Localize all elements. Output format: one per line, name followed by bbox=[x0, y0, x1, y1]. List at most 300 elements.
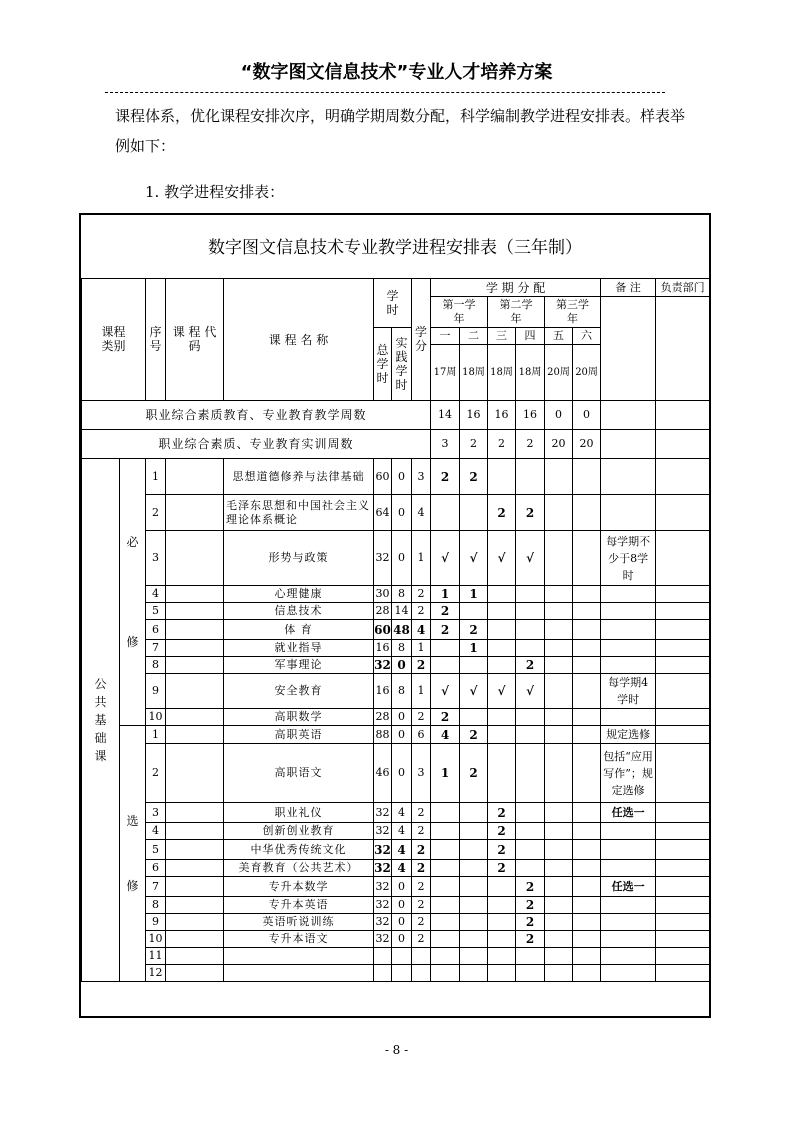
course-row bbox=[82, 603, 710, 620]
course-no: 5 bbox=[146, 840, 166, 860]
course-remark bbox=[601, 840, 656, 860]
course-practice-hours: 0 bbox=[392, 914, 412, 931]
required-label-char: 修 bbox=[126, 635, 139, 649]
course-practice-hours bbox=[392, 948, 412, 965]
year-3: 第三学年 bbox=[545, 297, 601, 328]
course-row bbox=[82, 803, 710, 823]
course-code bbox=[166, 640, 224, 657]
course-code bbox=[166, 965, 224, 982]
course-dept bbox=[656, 948, 710, 965]
course-code bbox=[166, 586, 224, 603]
course-total-hours: 32 bbox=[374, 803, 392, 823]
course-name bbox=[224, 965, 374, 982]
summary-remark bbox=[601, 430, 656, 459]
course-total-hours: 32 bbox=[374, 861, 391, 875]
course-dept bbox=[656, 931, 710, 948]
course-remark bbox=[601, 860, 656, 877]
course-term-hours bbox=[460, 860, 488, 877]
course-code bbox=[166, 459, 224, 495]
course-credit: 2 bbox=[412, 840, 431, 860]
course-name: 高职英语 bbox=[224, 726, 374, 744]
course-remark bbox=[601, 914, 656, 931]
course-term-hours: √ bbox=[488, 531, 516, 586]
required-label-char: 必 bbox=[126, 535, 139, 549]
course-total-hours: 16 bbox=[374, 674, 392, 709]
course-term-hours bbox=[545, 640, 573, 657]
year-2: 第二学年 bbox=[488, 297, 545, 328]
course-term-hours: 2 bbox=[516, 931, 545, 948]
course-dept bbox=[656, 744, 710, 803]
course-term-hours bbox=[545, 823, 573, 840]
group-label bbox=[82, 459, 120, 982]
course-term-hours bbox=[431, 823, 460, 840]
course-term-hours bbox=[460, 823, 488, 840]
week-2: 18周 bbox=[460, 345, 488, 401]
course-no: 3 bbox=[146, 803, 166, 823]
course-dept bbox=[656, 657, 710, 674]
course-term-hours bbox=[545, 531, 573, 586]
course-term-hours bbox=[516, 459, 545, 495]
summary-value: 2 bbox=[488, 430, 516, 459]
course-term-hours bbox=[573, 897, 601, 914]
course-name: 专升本英语 bbox=[224, 897, 374, 914]
course-remark bbox=[601, 620, 656, 640]
week-4: 18周 bbox=[516, 345, 545, 401]
table-title: 数字图文信息技术专业教学进程安排表（三年制） bbox=[208, 238, 582, 258]
course-no: 6 bbox=[146, 620, 166, 640]
course-term-hours bbox=[516, 803, 545, 823]
course-code bbox=[166, 744, 224, 803]
course-no: 6 bbox=[146, 860, 166, 877]
course-name: 中华优秀传统文化 bbox=[224, 840, 374, 860]
course-credit: 2 bbox=[412, 657, 431, 674]
course-row bbox=[82, 931, 710, 948]
course-total-hours: 32 bbox=[374, 877, 392, 897]
course-term-hours bbox=[545, 726, 573, 744]
course-term-hours bbox=[573, 603, 601, 620]
course-term-hours bbox=[460, 495, 488, 531]
course-term-hours bbox=[545, 860, 573, 877]
course-term-hours bbox=[516, 948, 545, 965]
course-dept bbox=[656, 674, 710, 709]
course-remark bbox=[601, 586, 656, 603]
course-term-hours: √ bbox=[431, 531, 460, 586]
course-term-hours bbox=[488, 620, 516, 640]
course-term-hours bbox=[545, 744, 573, 803]
course-dept bbox=[656, 459, 710, 495]
col-head-total-hours: 总学时 bbox=[374, 328, 392, 401]
course-remark bbox=[601, 823, 656, 840]
course-code bbox=[166, 948, 224, 965]
course-credit: 1 bbox=[412, 674, 431, 709]
course-practice-hours: 48 bbox=[392, 620, 412, 640]
course-dept bbox=[656, 840, 710, 860]
course-code bbox=[166, 840, 224, 860]
course-term-hours bbox=[545, 495, 573, 531]
course-term-hours bbox=[460, 965, 488, 982]
course-name: 信息技术 bbox=[224, 603, 374, 620]
course-term-hours: 2 bbox=[460, 744, 488, 803]
course-term-hours: 2 bbox=[460, 726, 488, 744]
course-term-hours: 2 bbox=[516, 495, 545, 531]
course-row bbox=[82, 495, 710, 531]
course-term-hours bbox=[431, 965, 460, 982]
course-total-hours: 28 bbox=[374, 603, 392, 620]
course-code bbox=[166, 531, 224, 586]
course-no: 12 bbox=[146, 965, 166, 982]
course-term-hours: 2 bbox=[460, 620, 488, 640]
course-term-hours bbox=[488, 744, 516, 803]
course-dept bbox=[656, 640, 710, 657]
course-term-hours bbox=[460, 877, 488, 897]
course-term-hours bbox=[460, 657, 488, 674]
course-credit: 3 bbox=[412, 744, 431, 803]
course-credit: 4 bbox=[412, 620, 431, 640]
week-6: 20周 bbox=[573, 345, 601, 401]
course-total-hours: 30 bbox=[374, 586, 392, 603]
course-total-hours: 32 bbox=[374, 840, 392, 860]
course-term-hours bbox=[431, 914, 460, 931]
summary-row bbox=[82, 430, 710, 459]
summary-dept bbox=[656, 430, 710, 459]
document-header-title: “数字图文信息技术”专业人才培养方案 bbox=[240, 62, 553, 83]
course-practice-hours: 4 bbox=[392, 823, 412, 840]
course-no: 7 bbox=[146, 640, 166, 657]
course-no: 9 bbox=[146, 914, 166, 931]
course-term-hours: 2 bbox=[516, 914, 545, 931]
course-term-hours bbox=[516, 620, 545, 640]
course-term-hours bbox=[488, 709, 516, 726]
course-remark: 任选一 bbox=[601, 803, 656, 823]
course-term-hours: 2 bbox=[431, 459, 460, 495]
elective-label bbox=[120, 726, 146, 982]
course-dept bbox=[656, 860, 710, 877]
course-term-hours bbox=[545, 931, 573, 948]
course-no: 5 bbox=[146, 603, 166, 620]
course-credit: 4 bbox=[412, 495, 431, 531]
course-credit: 1 bbox=[412, 640, 431, 657]
course-term-hours bbox=[516, 965, 545, 982]
course-practice-hours: 8 bbox=[392, 586, 412, 603]
course-row bbox=[82, 586, 710, 603]
course-practice-hours: 4 bbox=[392, 803, 412, 823]
course-term-hours bbox=[431, 840, 460, 860]
course-remark bbox=[601, 603, 656, 620]
summary-value: 14 bbox=[431, 401, 460, 430]
course-name: 职业礼仪 bbox=[224, 803, 374, 823]
course-dept bbox=[656, 803, 710, 823]
course-code bbox=[166, 803, 224, 823]
course-credit: 2 bbox=[412, 823, 431, 840]
course-term-hours bbox=[545, 897, 573, 914]
course-term-hours bbox=[545, 603, 573, 620]
course-term-hours bbox=[545, 877, 573, 897]
course-term-hours: √ bbox=[460, 531, 488, 586]
course-remark bbox=[601, 931, 656, 948]
col-head-type: 课程类别 bbox=[82, 279, 146, 401]
col-head-remark: 备 注 bbox=[601, 279, 656, 297]
page-number: - 8 - bbox=[384, 1043, 409, 1057]
course-term-hours: √ bbox=[488, 674, 516, 709]
course-term-hours: 2 bbox=[516, 877, 545, 897]
course-practice-hours: 0 bbox=[392, 726, 412, 744]
course-term-hours bbox=[573, 860, 601, 877]
course-credit bbox=[412, 948, 431, 965]
term-4: 四 bbox=[516, 328, 545, 345]
course-name: 创新创业教育 bbox=[224, 823, 374, 840]
course-row bbox=[82, 531, 710, 586]
course-code bbox=[166, 914, 224, 931]
required-label bbox=[120, 459, 146, 726]
course-remark bbox=[601, 965, 656, 982]
course-name: 军事理论 bbox=[224, 657, 374, 674]
col-head-semester-dist: 学 期 分 配 bbox=[431, 279, 601, 297]
course-credit: 2 bbox=[412, 897, 431, 914]
course-practice-hours: 0 bbox=[392, 877, 412, 897]
course-credit: 2 bbox=[412, 803, 431, 823]
course-term-hours: 1 bbox=[431, 744, 460, 803]
course-term-hours bbox=[488, 726, 516, 744]
course-no: 11 bbox=[146, 948, 166, 965]
course-remark bbox=[601, 709, 656, 726]
summary-value: 16 bbox=[460, 401, 488, 430]
course-dept bbox=[656, 897, 710, 914]
course-term-hours bbox=[573, 586, 601, 603]
summary-label: 职业综合素质教育、专业教育教学周数 bbox=[82, 401, 431, 430]
course-code bbox=[166, 603, 224, 620]
course-credit: 6 bbox=[412, 726, 431, 744]
course-term-hours bbox=[488, 586, 516, 603]
course-total-hours: 64 bbox=[374, 495, 392, 531]
course-term-hours bbox=[545, 586, 573, 603]
course-credit: 3 bbox=[412, 459, 431, 495]
course-term-hours: √ bbox=[516, 674, 545, 709]
course-term-hours bbox=[460, 603, 488, 620]
year-1: 第一学年 bbox=[431, 297, 488, 328]
course-term-hours bbox=[545, 620, 573, 640]
course-no: 4 bbox=[146, 586, 166, 603]
course-name: 美育教育（公共艺术） bbox=[224, 860, 374, 877]
course-term-hours bbox=[573, 965, 601, 982]
course-practice-hours: 0 bbox=[392, 931, 412, 948]
course-row bbox=[82, 640, 710, 657]
course-practice-hours: 0 bbox=[392, 657, 412, 674]
course-practice-hours: 0 bbox=[392, 897, 412, 914]
course-dept bbox=[656, 603, 710, 620]
course-term-hours bbox=[573, 914, 601, 931]
course-term-hours bbox=[545, 709, 573, 726]
course-name: 毛泽东思想和中国社会主义理论体系概论 bbox=[224, 495, 374, 531]
summary-value: 0 bbox=[545, 401, 573, 430]
week-1: 17周 bbox=[431, 345, 460, 401]
elective-label-char: 修 bbox=[126, 879, 139, 893]
course-term-hours bbox=[573, 726, 601, 744]
course-remark bbox=[601, 657, 656, 674]
course-no: 1 bbox=[146, 459, 166, 495]
course-code bbox=[166, 620, 224, 640]
week-3: 18周 bbox=[488, 345, 516, 401]
course-code bbox=[166, 709, 224, 726]
course-code bbox=[166, 897, 224, 914]
course-term-hours bbox=[573, 709, 601, 726]
course-term-hours bbox=[431, 897, 460, 914]
course-term-hours bbox=[545, 657, 573, 674]
course-term-hours bbox=[516, 823, 545, 840]
course-remark: 任选一 bbox=[601, 877, 656, 897]
course-term-hours bbox=[488, 459, 516, 495]
course-term-hours bbox=[431, 931, 460, 948]
course-code bbox=[166, 931, 224, 948]
course-term-hours bbox=[460, 840, 488, 860]
summary-value: 16 bbox=[516, 401, 545, 430]
course-total-hours: 28 bbox=[374, 709, 392, 726]
course-term-hours bbox=[573, 840, 601, 860]
course-no: 1 bbox=[146, 726, 166, 744]
col-head-name: 课 程 名 称 bbox=[224, 279, 374, 401]
course-total-hours: 88 bbox=[374, 726, 392, 744]
course-remark bbox=[601, 495, 656, 531]
course-no: 10 bbox=[146, 931, 166, 948]
course-practice-hours: 8 bbox=[392, 640, 412, 657]
course-row bbox=[82, 840, 710, 860]
course-term-hours bbox=[460, 803, 488, 823]
remark-head-blank bbox=[601, 297, 656, 401]
course-term-hours: 2 bbox=[488, 860, 516, 877]
course-name bbox=[224, 948, 374, 965]
course-term-hours bbox=[516, 640, 545, 657]
course-row bbox=[82, 877, 710, 897]
course-credit: 2 bbox=[412, 586, 431, 603]
course-name: 专升本数学 bbox=[224, 877, 374, 897]
course-dept bbox=[656, 709, 710, 726]
course-dept bbox=[656, 965, 710, 982]
course-practice-hours: 0 bbox=[392, 495, 412, 531]
course-term-hours bbox=[573, 744, 601, 803]
course-total-hours: 16 bbox=[374, 640, 392, 657]
course-term-hours: √ bbox=[460, 674, 488, 709]
course-row bbox=[82, 965, 710, 982]
course-term-hours: 1 bbox=[460, 640, 488, 657]
course-total-hours: 32 bbox=[374, 931, 392, 948]
course-term-hours bbox=[488, 914, 516, 931]
course-term-hours: 2 bbox=[488, 823, 516, 840]
course-remark: 每学期4学时 bbox=[601, 674, 656, 709]
course-name: 形势与政策 bbox=[224, 531, 374, 586]
course-term-hours bbox=[431, 640, 460, 657]
course-remark bbox=[601, 459, 656, 495]
course-term-hours bbox=[488, 877, 516, 897]
course-term-hours bbox=[573, 640, 601, 657]
summary-value: 20 bbox=[573, 430, 601, 459]
course-remark: 每学期不少于8学时 bbox=[601, 531, 656, 586]
course-name: 高职数学 bbox=[224, 709, 374, 726]
course-term-hours: √ bbox=[516, 531, 545, 586]
col-head-practice-hours: 实践学时 bbox=[392, 328, 412, 401]
course-term-hours bbox=[516, 603, 545, 620]
course-name: 英语听说训练 bbox=[224, 914, 374, 931]
course-no: 4 bbox=[146, 823, 166, 840]
course-term-hours bbox=[431, 860, 460, 877]
course-code bbox=[166, 860, 224, 877]
course-remark bbox=[601, 948, 656, 965]
dept-head-blank bbox=[656, 297, 710, 401]
col-head-credit: 学分 bbox=[412, 279, 431, 401]
course-term-hours bbox=[516, 586, 545, 603]
course-term-hours bbox=[573, 823, 601, 840]
course-term-hours: 2 bbox=[431, 709, 460, 726]
course-practice-hours: 8 bbox=[392, 674, 412, 709]
course-term-hours bbox=[545, 803, 573, 823]
course-remark: 包括“应用写作”；规定选修 bbox=[601, 744, 656, 803]
summary-value: 3 bbox=[431, 430, 460, 459]
course-row bbox=[82, 914, 710, 931]
summary-remark bbox=[601, 401, 656, 430]
term-5: 五 bbox=[545, 328, 573, 345]
course-practice-hours: 4 bbox=[392, 840, 412, 860]
course-code bbox=[166, 674, 224, 709]
course-row bbox=[82, 726, 710, 744]
course-term-hours: 2 bbox=[488, 803, 516, 823]
course-term-hours: 2 bbox=[460, 459, 488, 495]
course-no: 9 bbox=[146, 674, 166, 709]
course-term-hours bbox=[573, 495, 601, 531]
course-term-hours bbox=[431, 495, 460, 531]
course-credit: 2 bbox=[412, 709, 431, 726]
course-dept bbox=[656, 726, 710, 744]
course-row bbox=[82, 823, 710, 840]
summary-label: 职业综合素质、专业教育实训周数 bbox=[82, 430, 431, 459]
course-practice-hours: 4 bbox=[392, 860, 412, 877]
course-name: 安全教育 bbox=[224, 674, 374, 709]
course-term-hours bbox=[545, 459, 573, 495]
course-term-hours bbox=[488, 640, 516, 657]
course-credit bbox=[412, 965, 431, 982]
course-term-hours: 1 bbox=[431, 586, 460, 603]
course-term-hours bbox=[460, 948, 488, 965]
course-no: 2 bbox=[146, 744, 166, 803]
course-term-hours bbox=[545, 840, 573, 860]
term-1: 一 bbox=[431, 328, 460, 345]
course-total-hours: 32 bbox=[374, 531, 392, 586]
course-term-hours bbox=[488, 603, 516, 620]
course-no: 10 bbox=[146, 709, 166, 726]
summary-value: 0 bbox=[573, 401, 601, 430]
course-term-hours bbox=[516, 726, 545, 744]
course-term-hours bbox=[516, 840, 545, 860]
summary-value: 2 bbox=[460, 430, 488, 459]
course-practice-hours: 0 bbox=[392, 459, 412, 495]
course-term-hours bbox=[545, 914, 573, 931]
course-dept bbox=[656, 877, 710, 897]
course-row bbox=[82, 948, 710, 965]
course-practice-hours: 0 bbox=[392, 744, 412, 803]
course-dept bbox=[656, 914, 710, 931]
col-head-seq: 序号 bbox=[146, 279, 166, 401]
course-term-hours bbox=[573, 657, 601, 674]
course-row bbox=[82, 459, 710, 495]
course-credit: 2 bbox=[412, 931, 431, 948]
term-3: 三 bbox=[488, 328, 516, 345]
course-row bbox=[82, 897, 710, 914]
week-5: 20周 bbox=[545, 345, 573, 401]
course-term-hours: 2 bbox=[431, 603, 460, 620]
course-row bbox=[82, 674, 710, 709]
course-code bbox=[166, 657, 224, 674]
course-term-hours bbox=[488, 657, 516, 674]
course-dept bbox=[656, 586, 710, 603]
section-heading: 1. 教学进程安排表： bbox=[145, 183, 285, 201]
summary-value: 20 bbox=[545, 430, 573, 459]
